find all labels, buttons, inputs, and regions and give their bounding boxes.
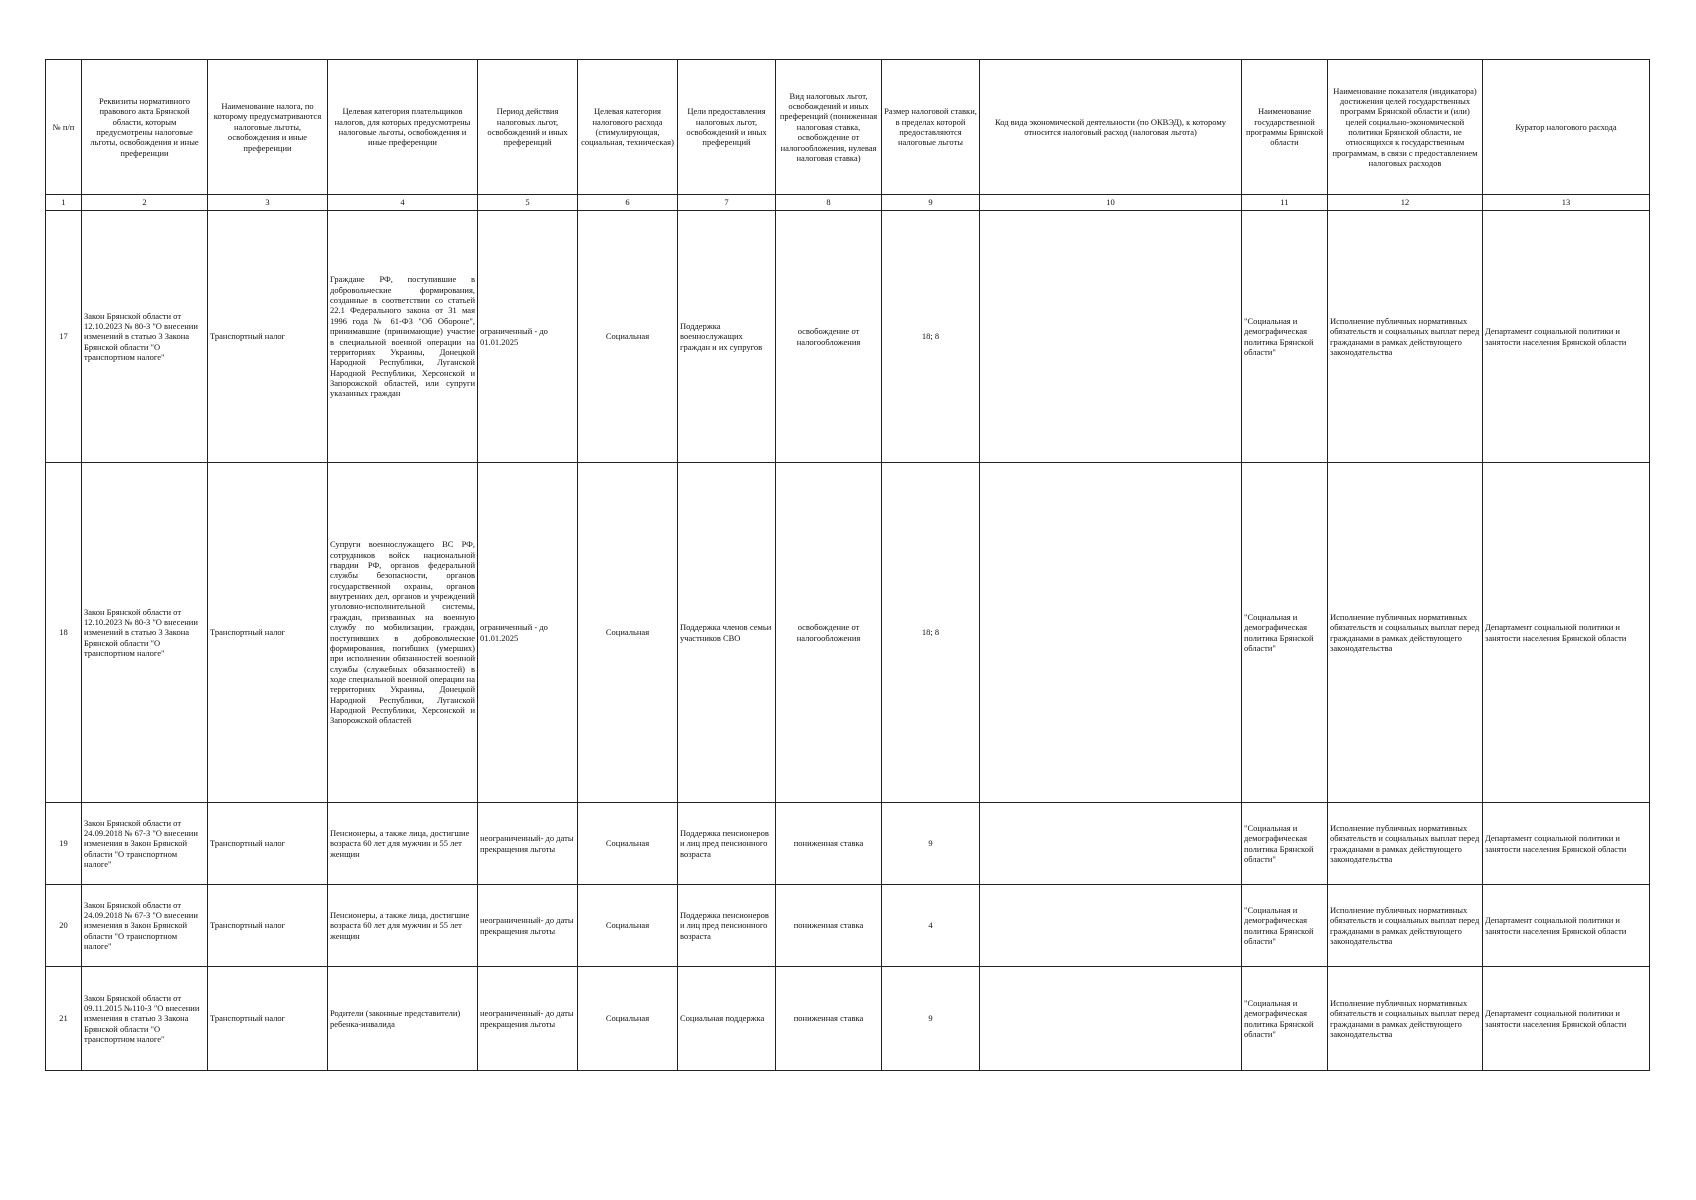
tax-name: Транспортный налог — [208, 885, 328, 967]
state-program: "Социальная и демографическая политика Брянской области" — [1242, 211, 1328, 463]
header-cell: Целевая категория налогового расхода (стимулирующая, социальная, техническая) — [578, 60, 678, 195]
header-cell: Период действия налоговых льгот, освобождений и иных преференций — [478, 60, 578, 195]
legal-act: Закон Брянской области от 24.09.2018 № 67-З "О внесении изменения в Закон Брянской области "О транспортном налоге" — [82, 803, 208, 885]
header-cell: № п/п — [46, 60, 82, 195]
column-number: 4 — [328, 195, 478, 211]
row-number: 20 — [46, 885, 82, 967]
expense-category: Социальная — [578, 463, 678, 803]
curator: Департамент социальной политики и занятости населения Брянской области — [1483, 967, 1650, 1071]
okved-code — [980, 967, 1242, 1071]
benefit-kind: освобождение от налогообложения — [776, 211, 882, 463]
tax-expenditures-table — [45, 59, 1650, 1071]
program-indicator: Исполнение публичных нормативных обязательств и социальных выплат перед гражданами в рамках действующего законодательства — [1328, 885, 1483, 967]
program-indicator: Исполнение публичных нормативных обязательств и социальных выплат перед гражданами в рамках действующего законодательства — [1328, 211, 1483, 463]
legal-act: Закон Брянской области от 24.09.2018 № 67-З "О внесении изменения в Закон Брянской области "О транспортном налоге" — [82, 885, 208, 967]
column-number: 9 — [882, 195, 980, 211]
column-number: 2 — [82, 195, 208, 211]
table-row — [46, 885, 1650, 967]
tax-name: Транспортный налог — [208, 463, 328, 803]
validity-period: неограниченный- до даты прекращения льготы — [478, 967, 578, 1071]
benefit-kind: пониженная ставка — [776, 967, 882, 1071]
benefit-goal: Поддержка членов семьи участников СВО — [678, 463, 776, 803]
expense-category: Социальная — [578, 967, 678, 1071]
legal-act: Закон Брянской области от 12.10.2023 № 80-З "О внесении изменений в статью 3 Закона Брянской области "О транспортном налоге" — [82, 463, 208, 803]
row-number: 17 — [46, 211, 82, 463]
program-indicator: Исполнение публичных нормативных обязательств и социальных выплат перед гражданами в рамках действующего законодательства — [1328, 463, 1483, 803]
tax-rate: 9 — [882, 803, 980, 885]
benefit-goal: Поддержка пенсионеров и лиц пред пенсионного возраста — [678, 803, 776, 885]
column-number: 11 — [1242, 195, 1328, 211]
column-number-row — [46, 195, 1650, 211]
okved-code — [980, 885, 1242, 967]
row-number: 19 — [46, 803, 82, 885]
state-program: "Социальная и демографическая политика Брянской области" — [1242, 463, 1328, 803]
taxpayer-category: Родители (законные представители) ребенка-инвалида — [328, 967, 478, 1071]
taxpayer-category: Пенсионеры, а также лица, достигшие возраста 60 лет для мужчин и 55 лет женщин — [328, 803, 478, 885]
tax-name: Транспортный налог — [208, 211, 328, 463]
tax-name: Транспортный налог — [208, 803, 328, 885]
tax-rate: 4 — [882, 885, 980, 967]
tax-rate: 9 — [882, 967, 980, 1071]
legal-act: Закон Брянской области от 12.10.2023 № 80-З "О внесении изменений в статью 3 Закона Брянской области "О транспортном налоге" — [82, 211, 208, 463]
okved-code — [980, 211, 1242, 463]
tax-rate: 18; 8 — [882, 463, 980, 803]
table-row — [46, 967, 1650, 1071]
expense-category: Социальная — [578, 803, 678, 885]
state-program: "Социальная и демографическая политика Брянской области" — [1242, 967, 1328, 1071]
expense-category: Социальная — [578, 211, 678, 463]
validity-period: неограниченный- до даты прекращения льготы — [478, 803, 578, 885]
curator: Департамент социальной политики и занятости населения Брянской области — [1483, 463, 1650, 803]
okved-code — [980, 463, 1242, 803]
legal-act: Закон Брянской области от 09.11.2015 №110-З "О внесении изменения в статью 3 Закона Брянской области "О транспортном налоге" — [82, 967, 208, 1071]
header-cell: Цели предоставления налоговых льгот, освобождений и иных преференций — [678, 60, 776, 195]
benefit-goal: Социальная поддержка — [678, 967, 776, 1071]
header-cell: Наименование показателя (индикатора) достижения целей государственных программ Брянской области и (или) целей социально-экономической политики Брянской области, не относящихся к государственным программам, в связи с предоставлением налоговых расходов — [1328, 60, 1483, 195]
state-program: "Социальная и демографическая политика Брянской области" — [1242, 885, 1328, 967]
row-number: 18 — [46, 463, 82, 803]
benefit-goal: Поддержка пенсионеров и лиц пред пенсионного возраста — [678, 885, 776, 967]
benefit-kind: пониженная ставка — [776, 885, 882, 967]
benefit-kind: освобождение от налогообложения — [776, 463, 882, 803]
header-cell: Куратор налогового расхода — [1483, 60, 1650, 195]
header-cell: Целевая категория плательщиков налогов, для которых предусмотрены налоговые льготы, освобождения и иные преференции — [328, 60, 478, 195]
okved-code — [980, 803, 1242, 885]
benefit-goal: Поддержка военнослужащих граждан и их супругов — [678, 211, 776, 463]
curator: Департамент социальной политики и занятости населения Брянской области — [1483, 211, 1650, 463]
column-number: 3 — [208, 195, 328, 211]
taxpayer-category: Пенсионеры, а также лица, достигшие возраста 60 лет для мужчин и 55 лет женщин — [328, 885, 478, 967]
validity-period: ограниченный - до 01.01.2025 — [478, 211, 578, 463]
header-cell: Вид налоговых льгот, освобождений и иных преференций (пониженная налоговая ставка, освобождение от налогообложения, нулевая налоговая ставка) — [776, 60, 882, 195]
column-number: 10 — [980, 195, 1242, 211]
column-number: 6 — [578, 195, 678, 211]
curator: Департамент социальной политики и занятости населения Брянской области — [1483, 803, 1650, 885]
column-number: 12 — [1328, 195, 1483, 211]
column-number: 8 — [776, 195, 882, 211]
header-cell: Наименование государственной программы Брянской области — [1242, 60, 1328, 195]
tax-name: Транспортный налог — [208, 967, 328, 1071]
table-row — [46, 463, 1650, 803]
validity-period: неограниченный- до даты прекращения льготы — [478, 885, 578, 967]
validity-period: ограниченный - до 01.01.2025 — [478, 463, 578, 803]
column-number: 1 — [46, 195, 82, 211]
header-cell: Код вида экономической деятельности (по ОКВЭД), к которому относится налоговый расход (налоговая льгота) — [980, 60, 1242, 195]
column-number: 13 — [1483, 195, 1650, 211]
column-number: 5 — [478, 195, 578, 211]
taxpayer-category: Граждане РФ, поступившие в добровольческие формирования, созданные в соответствии со статьей 22.1 Федерального закона от 31 мая 1996 года № 61-ФЗ "Об Обороне", принимавшие (принимающие) участие в специальной военной операции на территориях Украины, Донецкой Народной Республики, Луганской Народной Республики, Херсонской и Запорожской областей, или супруги указанных граждан — [328, 211, 478, 463]
program-indicator: Исполнение публичных нормативных обязательств и социальных выплат перед гражданами в рамках действующего законодательства — [1328, 967, 1483, 1071]
benefit-kind: пониженная ставка — [776, 803, 882, 885]
tax-rate: 18; 8 — [882, 211, 980, 463]
header-cell: Реквизиты нормативного правового акта Брянской области, которым предусмотрены налоговые льготы, освобождения и иные преференции — [82, 60, 208, 195]
table-row — [46, 211, 1650, 463]
table-row — [46, 803, 1650, 885]
expense-category: Социальная — [578, 885, 678, 967]
state-program: "Социальная и демографическая политика Брянской области" — [1242, 803, 1328, 885]
taxpayer-category: Супруги военнослужащего ВС РФ, сотрудников войск национальной гвардии РФ, органов федеральной службы безопасности, органов государственной охраны, органов внутренних дел, органов и учреждений уголовно-исполнительной системы, граждан, призванных на военную службу по мобилизации, граждан, поступивших в добровольческие формирования, погибших (умерших) при исполнении обязанностей военной службы (служебных обязанностей) в ходе специальной военной операции на территориях Украины, Донецкой Народной Республики, Луганской Народной Республики, Херсонской и Запорожской областей — [328, 463, 478, 803]
row-number: 21 — [46, 967, 82, 1071]
curator: Департамент социальной политики и занятости населения Брянской области — [1483, 885, 1650, 967]
program-indicator: Исполнение публичных нормативных обязательств и социальных выплат перед гражданами в рамках действующего законодательства — [1328, 803, 1483, 885]
header-cell: Размер налоговой ставки, в пределах которой предоставляются налоговые льготы — [882, 60, 980, 195]
column-number: 7 — [678, 195, 776, 211]
header-row — [46, 60, 1650, 195]
header-cell: Наименование налога, по которому предусматриваются налоговые льготы, освобождения и иные преференции — [208, 60, 328, 195]
